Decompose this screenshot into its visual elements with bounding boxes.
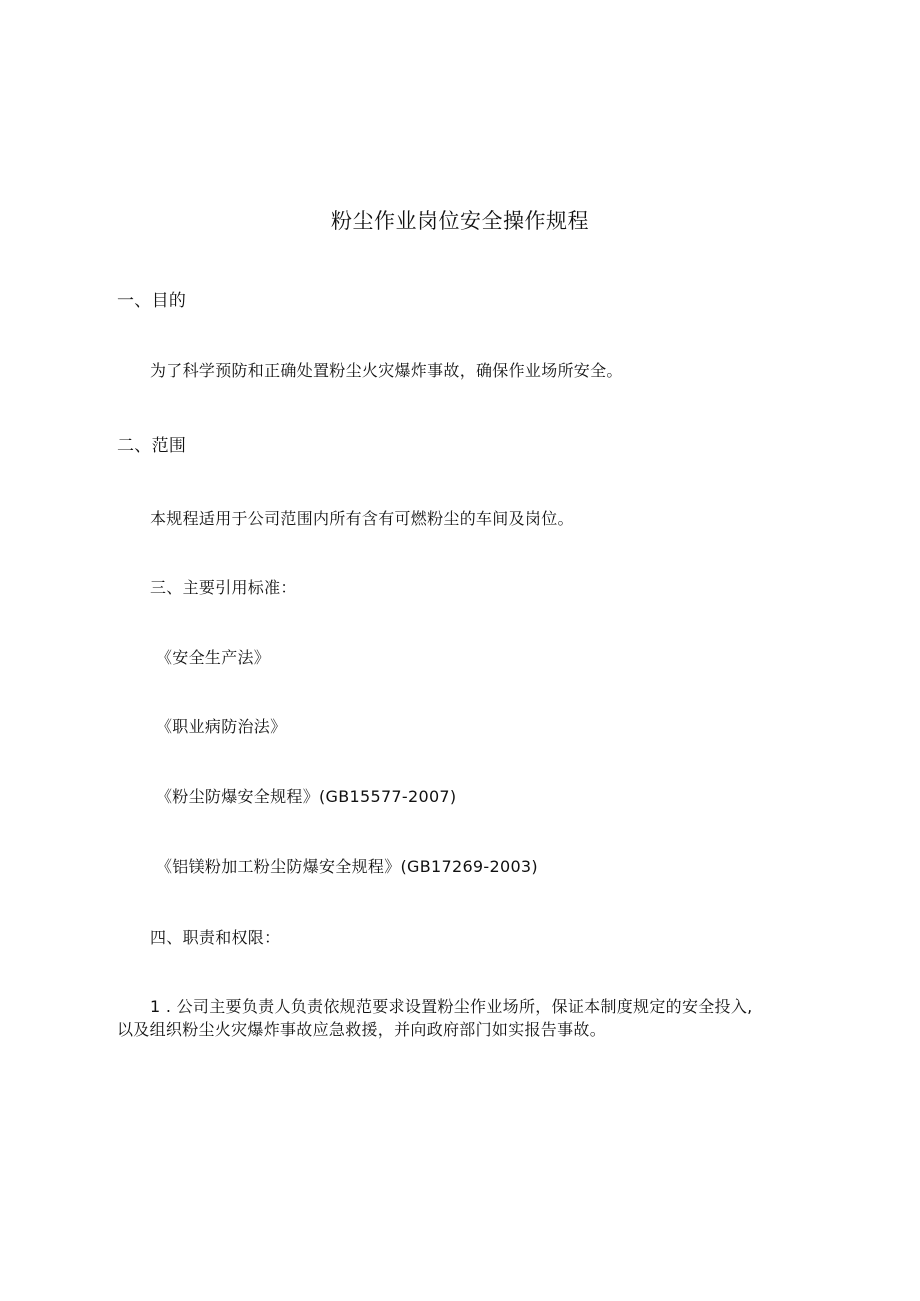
- standard-item: 《铝镁粉加工粉尘防爆安全规程》(GB17269-2003): [156, 857, 538, 876]
- standard-item: 《安全生产法》: [156, 648, 271, 667]
- document-title: 粉尘作业岗位安全操作规程: [331, 209, 589, 233]
- scope-paragraph: 本规程适用于公司范围内所有含有可燃粉尘的车间及岗位。: [150, 509, 574, 528]
- section-heading-standards: 三、主要引用标准：: [150, 578, 297, 597]
- standard-item: 《职业病防治法》: [156, 717, 287, 736]
- duty-paragraph-line-2: 以及组织粉尘火灾爆炸事故应急救援，并向政府部门如实报告事故。: [117, 1020, 607, 1039]
- purpose-paragraph: 为了科学预防和正确处置粉尘火灾爆炸事故，确保作业场所安全。: [150, 361, 623, 380]
- duty-paragraph-line-1: 1 . 公司主要负责人负责依规范要求设置粉尘作业场所，保证本制度规定的安全投入,: [150, 997, 753, 1016]
- section-heading-purpose: 一、目的: [117, 291, 187, 311]
- section-heading-scope: 二、范围: [117, 436, 187, 456]
- standard-item: 《粉尘防爆安全规程》(GB15577-2007): [156, 787, 457, 806]
- section-heading-duties: 四、职责和权限：: [150, 928, 281, 947]
